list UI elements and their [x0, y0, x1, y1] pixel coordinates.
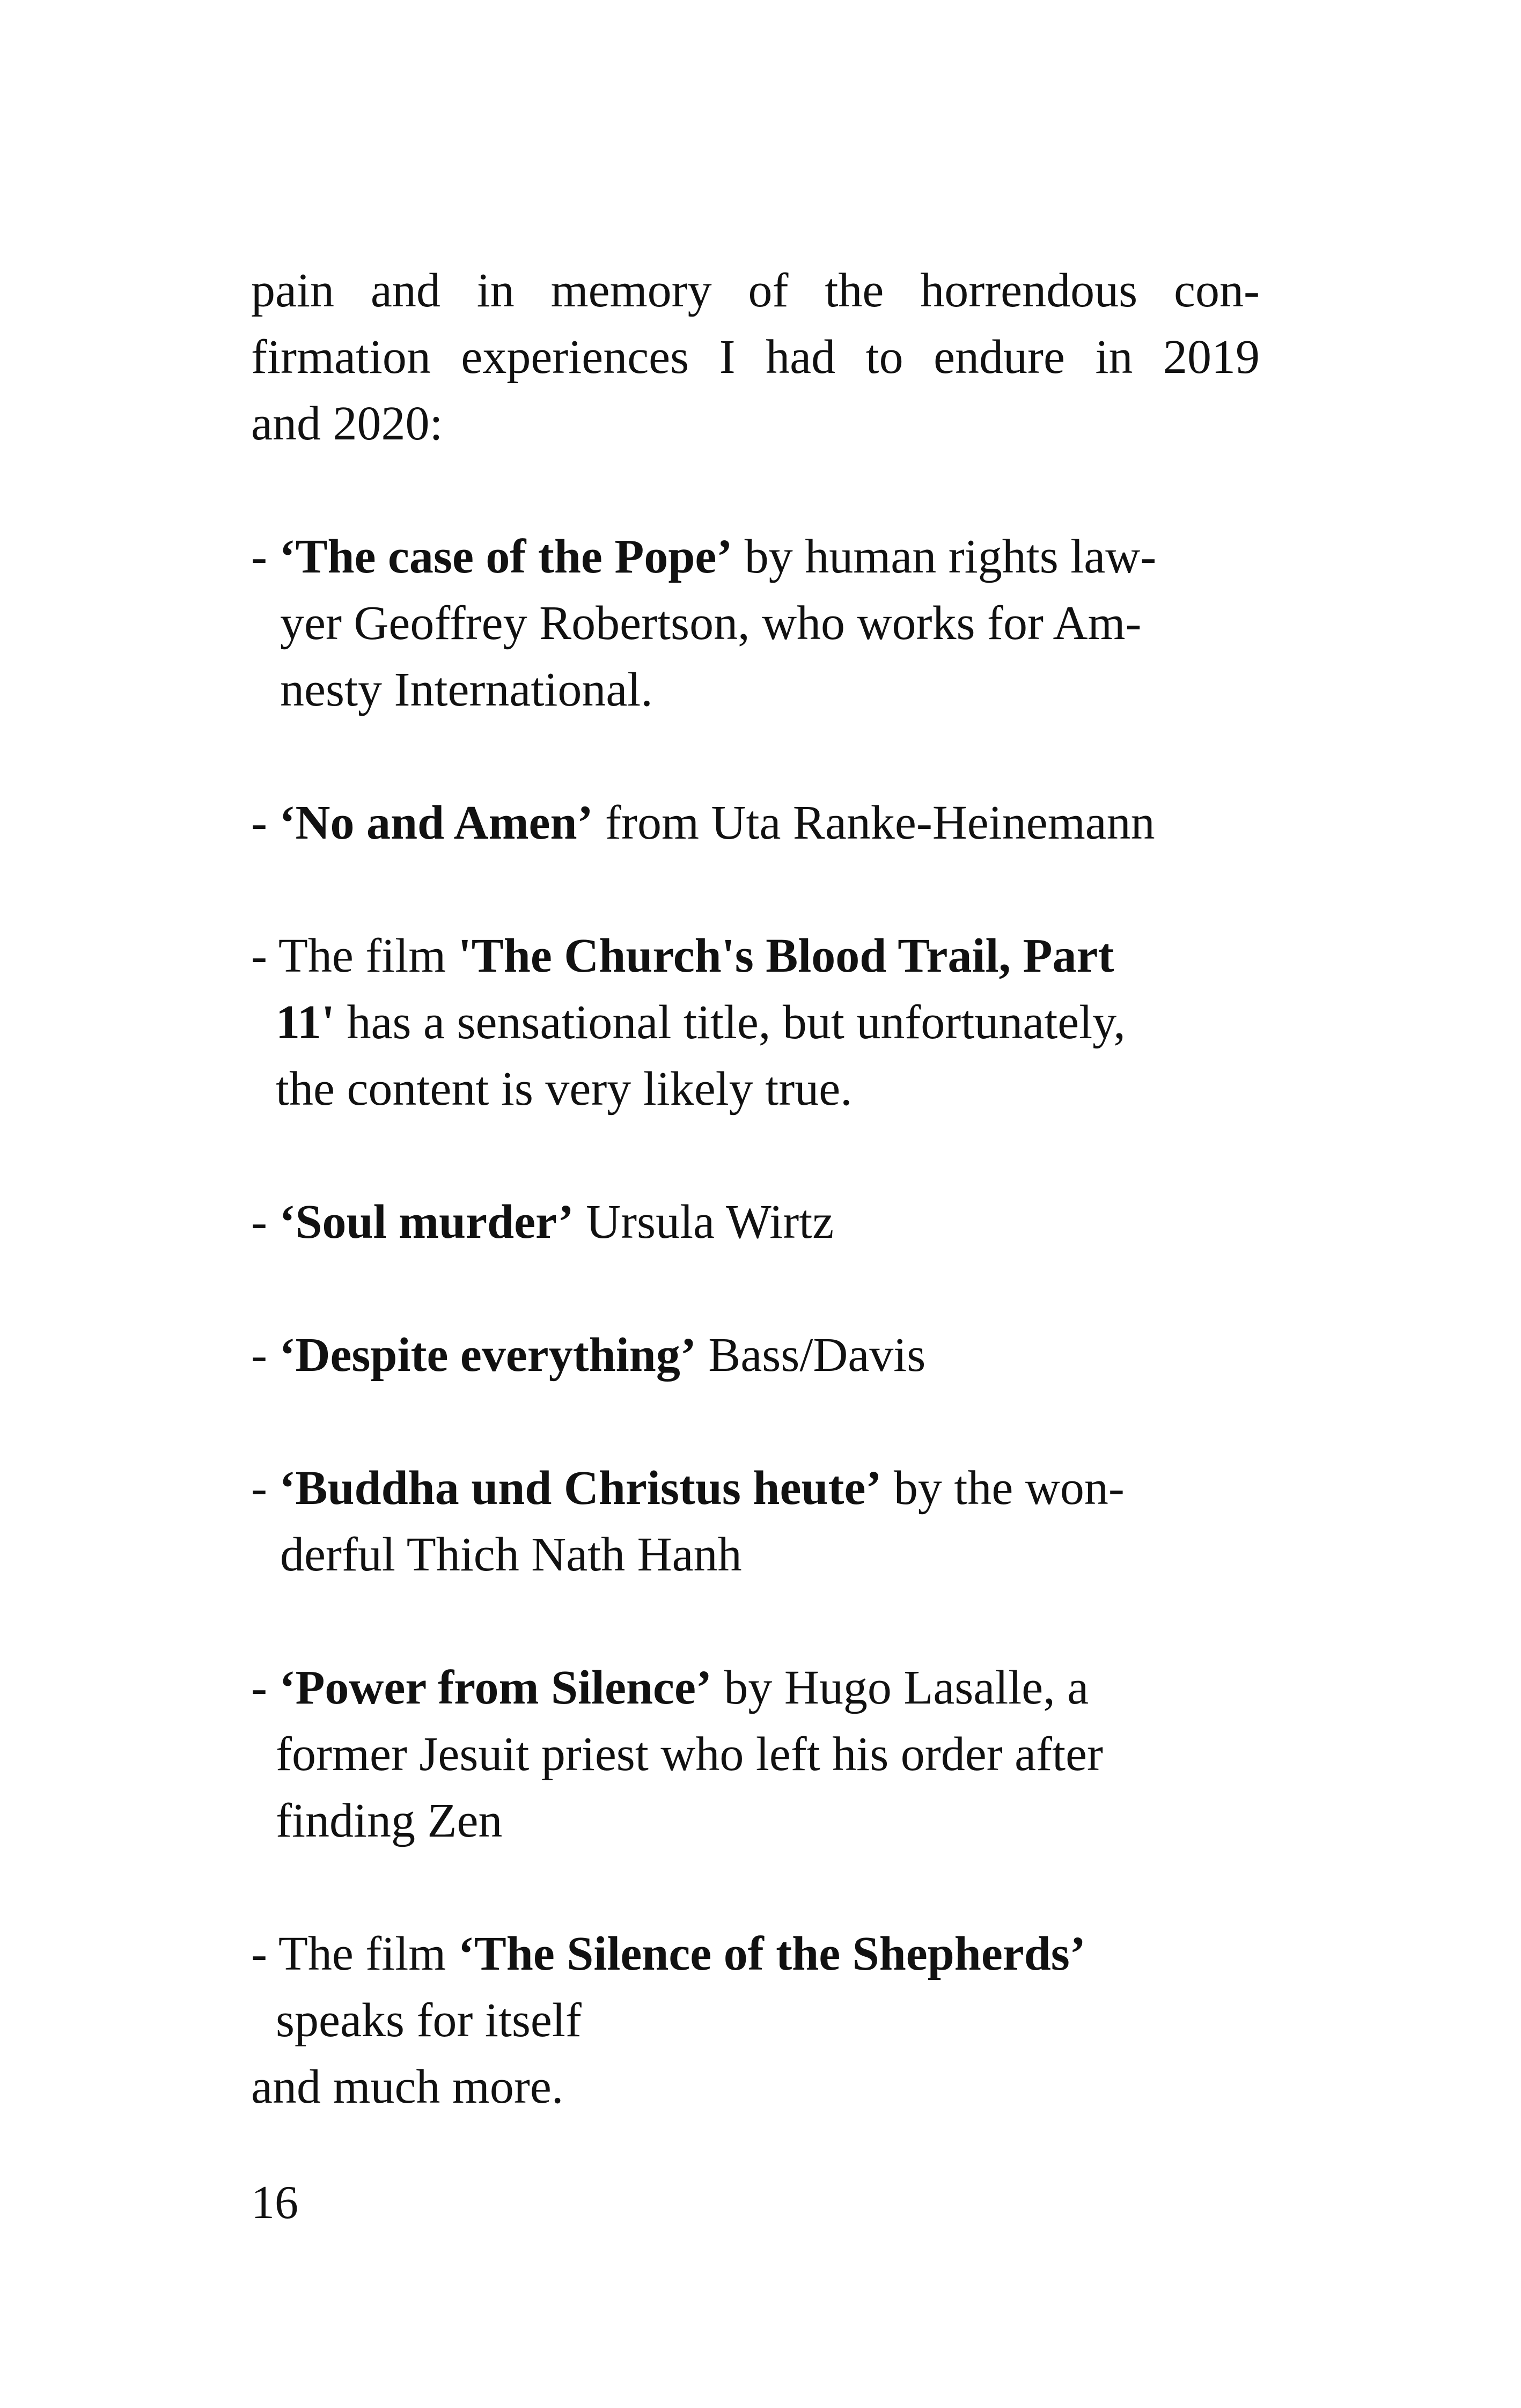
list-item-continuation: derful Thich Nath Hanh: [280, 1528, 742, 1581]
item-prefix: -: [251, 796, 280, 849]
list-item-continuation: nesty International.: [280, 663, 653, 716]
list-item: [251, 1195, 834, 1249]
item-text: Bass/Davis: [696, 1328, 926, 1382]
list-item: [251, 1661, 1089, 1714]
item-title: ‘The case of the Pope’: [279, 530, 733, 583]
item-text: Ursula Wirtz: [574, 1195, 834, 1249]
item-text: has a sensational title, but unfortunately,: [335, 996, 1126, 1049]
paragraph-line: and 2020:: [251, 397, 443, 450]
item-title: ‘Buddha und Christus heute’: [279, 1462, 882, 1515]
list-item: [251, 1927, 1086, 1980]
item-prefix: - The film: [251, 1927, 458, 1980]
item-title: ‘No and Amen’: [279, 796, 593, 849]
list-item: [251, 929, 1114, 982]
paragraph-line: firmation experiences I had to endure in 2019: [251, 331, 1260, 384]
list-item-continuation: yer Geoffrey Robertson, who works for Am-: [280, 597, 1142, 650]
list-item-continuation: former Jesuit priest who left his order after: [276, 1728, 1103, 1781]
item-text: by the won-: [881, 1462, 1125, 1515]
item-title: ‘Despite everything’: [279, 1328, 696, 1382]
item-title: ‘Power from Silence’: [279, 1661, 712, 1714]
list-item: [251, 530, 1157, 583]
item-prefix: -: [251, 1328, 280, 1382]
item-title: 'The Church's Blood Trail, Part: [458, 929, 1114, 982]
list-item-continuation: speaks for itself: [276, 1994, 582, 2047]
list-item: [251, 796, 1155, 849]
list-item-continuation: finding Zen: [276, 1794, 503, 1847]
item-prefix: -: [251, 1462, 280, 1515]
item-title: ‘The Silence of the Shepherds’: [458, 1927, 1086, 1980]
list-item: [251, 1328, 926, 1382]
item-text: from Uta Ranke-Heinemann: [593, 796, 1155, 849]
page-number: 16: [251, 2177, 298, 2229]
closing-text: and much more.: [251, 2060, 564, 2113]
item-title: ‘Soul murder’: [279, 1195, 574, 1249]
item-text: by Hugo Lasalle, a: [711, 1661, 1089, 1714]
item-prefix: -: [251, 1195, 280, 1249]
list-item-continuation: the content is very likely true.: [276, 1062, 853, 1115]
item-prefix: - The film: [251, 929, 458, 982]
item-prefix: -: [251, 1661, 280, 1714]
list-item: [251, 1464, 1125, 1513]
item-title-continuation: 11': [276, 996, 335, 1049]
list-item-continuation: [276, 996, 1126, 1049]
item-text: by human rights law-: [732, 530, 1157, 583]
paragraph-line: pain and in memory of the horrendous con-: [251, 264, 1260, 317]
item-prefix: -: [251, 530, 280, 583]
